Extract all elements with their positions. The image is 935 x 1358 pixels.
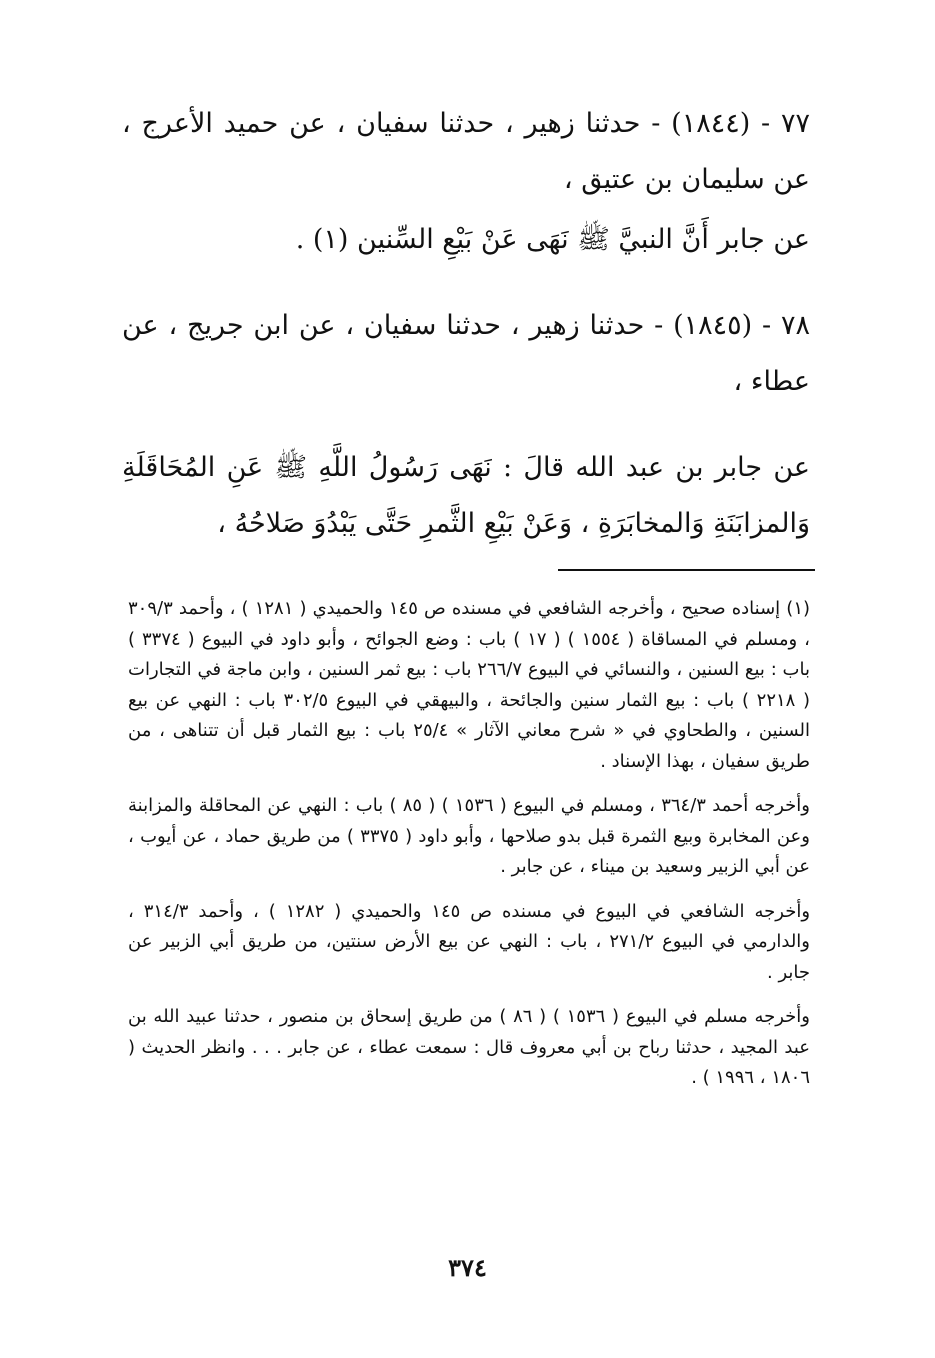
hadith-78-chain: ٧٨ - (١٨٤٥) - حدثنا زهير ، حدثنا سفيان ، عن ابن جريج ، عن عطاء ، — [122, 310, 810, 397]
page-number: ٣٧٤ — [448, 1253, 487, 1282]
hadith-77-text: عن جابر أَنَّ النبيَّ ﷺ نَهَى عَنْ بَيْعِ السِّنين (١) . — [295, 224, 810, 255]
footnote-divider — [558, 569, 815, 571]
footnote-paragraph-3: وأخرجه الشافعي في البيوع في مسنده ص ١٤٥ والحميدي ( ١٢٨٢ ) ، وأحمد ٣١٤/٣ ، والدارمي في البيوع ٢٧١/٢ ، باب : النهي عن بيع الأرض سنتين، من طريق أبي الزبير عن جابر . — [128, 900, 811, 983]
footnote-1: (١) إسناده صحيح ، وأخرجه الشافعي في مسنده ص ١٤٥ والحميدي ( ١٢٨١ ) ، وأحمد ٣٠٩/٣ ، ومسلم في المساقاة ( ١٥٥٤ ) ( ١٧ ) باب : وضع الجوائح ، وأبو داود في البيوع ( ٣٣٧٤ ) باب : بيع السنين ، والنسائي في البيوع ٢٦٦/٧ باب : بيع ثمر السنين ، وابن ماجة في التجارات ( ٢٢١٨ ) باب : بيع الثمار سنين والجائحة ، والبيهقي في البيوع ٣٠٢/٥ باب : النهي عن بيع السنين ، والطحاوي في « شرح معاني الآثار » ٢٥/٤ باب : بيع الثمار قبل أن تتناهى ، من طريق سفيان ، بهذا الإسناد . — [128, 598, 811, 772]
hadith-77-chain: ٧٧ - (١٨٤٤) - حدثنا زهير ، حدثنا سفيان ، عن حميد الأعرج ، عن سليمان بن عتيق ، — [122, 108, 811, 195]
footnotes — [128, 594, 810, 1094]
hadith-78-text: عن جابر بن عبد الله قالَ : نَهَى رَسُولُ اللَّهِ ﷺ عَنِ المُحَاقَلَةِ وَالمزابَنَةِ وَالمخابَرَةِ ، وَعَنْ بَيْعِ الثَّمرِ حَتَّى يَبْدُوَ صَلاحُهُ ، — [122, 452, 810, 539]
footnote-paragraph-4: وأخرجه مسلم في البيوع ( ١٥٣٦ ) ( ٨٦ ) من طريق إسحاق بن منصور ، حدثنا عبيد الله بن عبد المجيد ، حدثنا رباح بن أبي معروف قال : سمعت عطاء ، عن جابر . . . وانظر الحديث ( ١٨٠٦ ، ١٩٩٦ ) . — [128, 1006, 811, 1088]
main-text — [122, 96, 810, 552]
footnote-paragraph-2: وأخرجه أحمد ٣٦٤/٣ ، ومسلم في البيوع ( ١٥٣٦ ) ( ٨٥ ) باب : النهي عن المحاقلة والمزابنة وعن المخابرة وبيع الثمرة قبل بدو صلاحها ، وأبو داود ( ٣٣٧٥ ) من طريق حماد ، عن أيوب ، عن أبي الزبير وسعيد بن ميناء ، عن جابر . — [128, 795, 810, 877]
